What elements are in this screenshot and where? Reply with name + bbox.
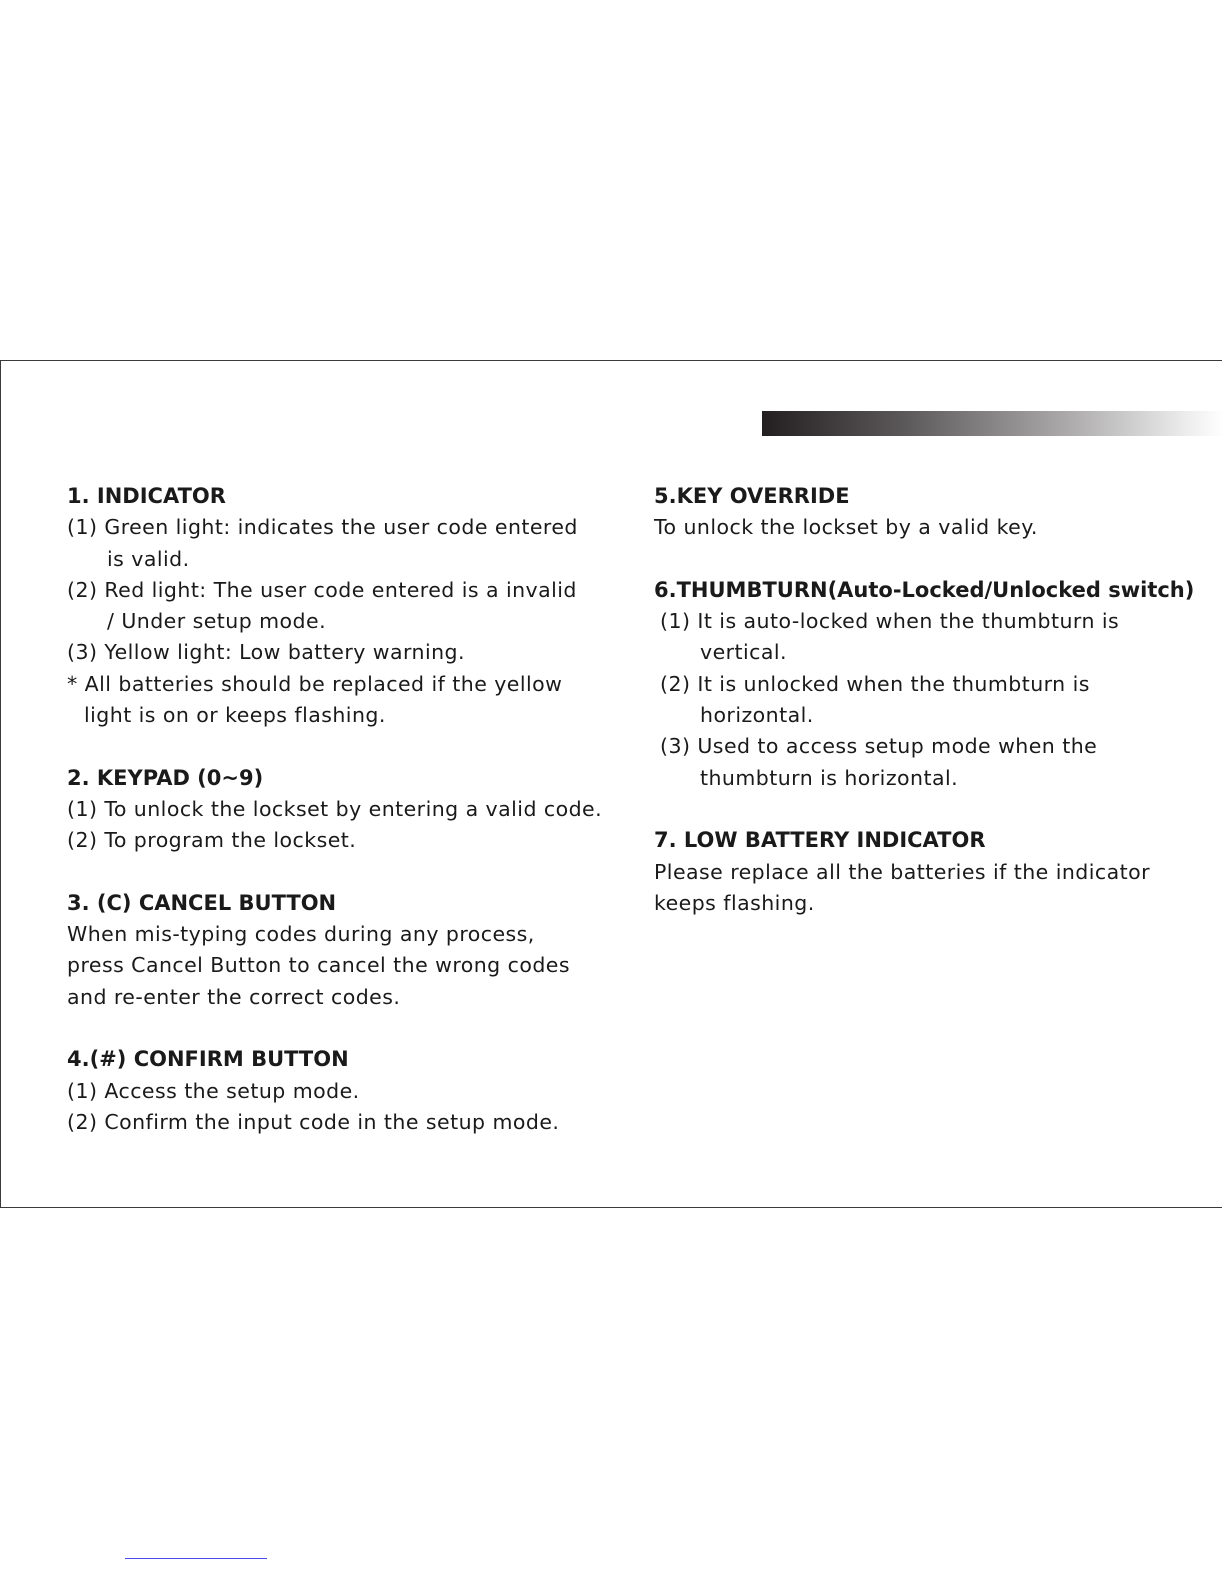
right-column: [654, 481, 1214, 950]
section-indicator: [67, 481, 627, 731]
section-line: (1) Green light: indicates the user code entered: [67, 515, 578, 540]
section-line: To unlock the lockset by a valid key.: [654, 515, 1038, 540]
battery-note: light is on or keeps flashing.: [84, 703, 386, 728]
section-line: When mis-typing codes during any process,: [67, 922, 535, 947]
section-line: (1) It is auto-locked when the thumbturn is: [660, 609, 1120, 634]
section-line: is valid.: [107, 546, 190, 571]
section-heading: 6.THUMBTURN(Auto-Locked/Unlocked switch): [654, 577, 1195, 602]
section-low-battery: [654, 825, 1214, 919]
left-column: [67, 481, 627, 1170]
footer-rule: [125, 1558, 267, 1559]
section-heading: 4.(#) CONFIRM BUTTON: [67, 1047, 349, 1072]
section-line: (1) To unlock the lockset by entering a valid code.: [67, 796, 603, 821]
section-line: (2) It is unlocked when the thumbturn is: [660, 671, 1090, 696]
section-heading: 3. (C) CANCEL BUTTON: [67, 890, 337, 915]
decorative-gradient-bar: [762, 411, 1224, 436]
battery-note: * All batteries should be replaced if the yellow: [67, 671, 563, 696]
section-heading: 2. KEYPAD (0~9): [67, 765, 264, 790]
section-line: press Cancel Button to cancel the wrong codes: [67, 953, 570, 978]
section-line: Please replace all the batteries if the indicator: [654, 859, 1151, 884]
section-key-override: [654, 481, 1214, 544]
section-line: (2) Confirm the input code in the setup mode.: [67, 1109, 560, 1134]
section-heading: 7. LOW BATTERY INDICATOR: [654, 828, 986, 853]
section-line: (2) To program the lockset.: [67, 828, 357, 853]
section-line: (3) Yellow light: Low battery warning.: [67, 640, 465, 665]
section-line: horizontal.: [700, 703, 814, 728]
section-line: keeps flashing.: [654, 890, 815, 915]
section-heading: 5.KEY OVERRIDE: [654, 484, 850, 508]
section-line: (2) Red light: The user code entered is a invalid: [67, 577, 577, 602]
section-confirm-button: [67, 1044, 627, 1138]
section-line: (1) Access the setup mode.: [67, 1078, 360, 1103]
section-line: (3) Used to access setup mode when the: [660, 734, 1098, 759]
section-line: thumbturn is horizontal.: [700, 765, 959, 790]
section-heading: 1. INDICATOR: [67, 484, 226, 508]
section-line: / Under setup mode.: [107, 609, 327, 634]
section-cancel-button: [67, 888, 627, 1013]
section-keypad: [67, 763, 627, 857]
section-line: and re-enter the correct codes.: [67, 984, 401, 1009]
section-line: vertical.: [700, 640, 788, 665]
section-thumbturn: [654, 575, 1214, 794]
